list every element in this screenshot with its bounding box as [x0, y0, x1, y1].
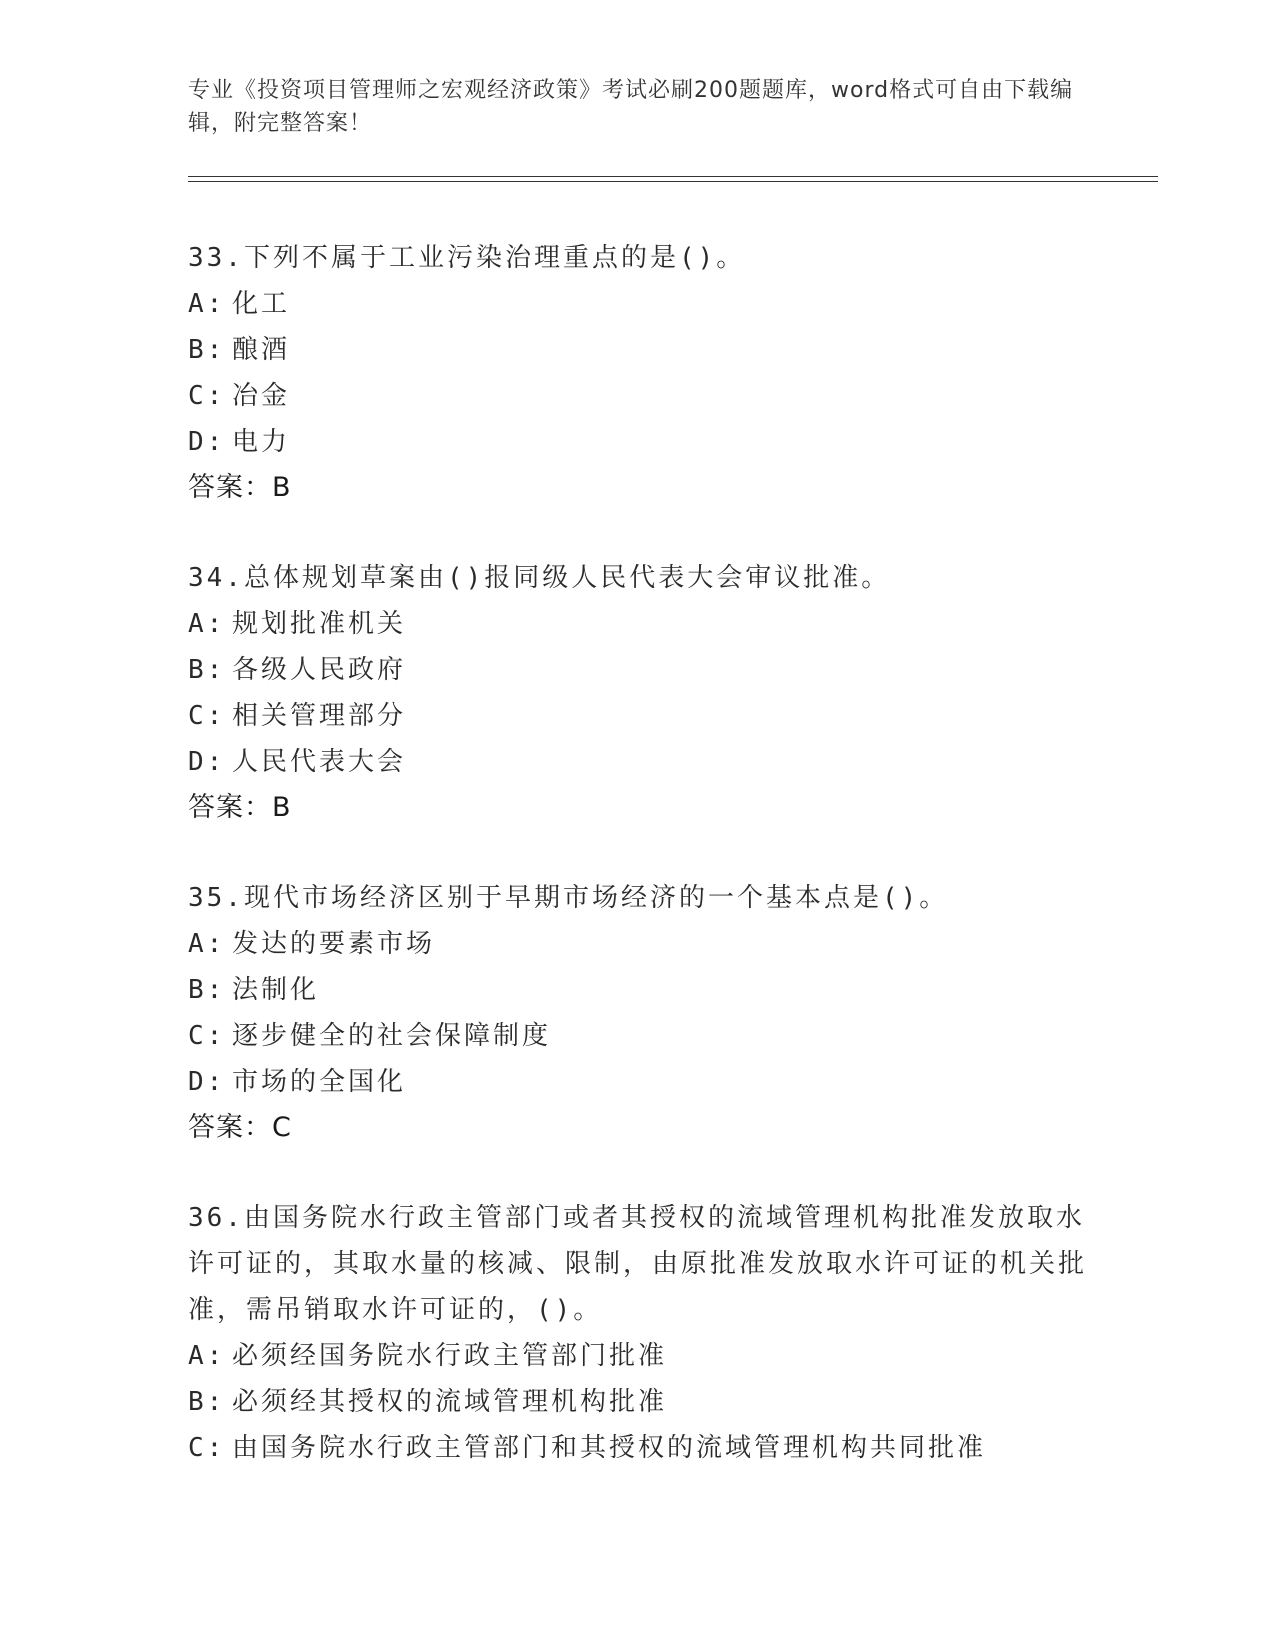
option-key: B:: [188, 335, 226, 365]
option-c: [188, 373, 1088, 419]
answer-line: 答案：C: [188, 1112, 292, 1143]
option-c: [188, 693, 1088, 739]
option-text: 逐步健全的社会保障制度: [232, 1021, 552, 1051]
header-divider-bottom: [188, 181, 1158, 182]
question-stem: 35.现代市场经济区别于早期市场经济的一个基本点是()。: [188, 883, 949, 913]
option-d: [188, 1059, 1088, 1105]
option-key: B:: [188, 975, 226, 1005]
option-c: [188, 1013, 1088, 1059]
option-b: [188, 967, 1088, 1013]
option-key: D:: [188, 1067, 226, 1097]
option-text: 法制化: [232, 975, 320, 1005]
option-text: 酿酒: [232, 335, 291, 365]
option-key: A:: [188, 929, 226, 959]
option-d: [188, 419, 1088, 465]
option-b: [188, 1379, 1088, 1425]
option-text: 必须经国务院水行政主管部门批准: [232, 1341, 668, 1371]
question-34: [188, 555, 1088, 831]
option-text: 相关管理部分: [232, 701, 407, 731]
option-key: B:: [188, 1387, 226, 1417]
option-b: [188, 327, 1088, 373]
option-text: 发达的要素市场: [232, 929, 436, 959]
option-c: [188, 1425, 1088, 1471]
option-key: D:: [188, 427, 226, 457]
question-35: [188, 875, 1088, 1151]
option-key: C:: [188, 1433, 226, 1463]
answer-line: 答案：B: [188, 472, 292, 503]
option-key: A:: [188, 1341, 226, 1371]
option-a: [188, 601, 1088, 647]
header-divider-top: [188, 176, 1158, 177]
option-key: A:: [188, 289, 226, 319]
question-stem: 33.下列不属于工业污染治理重点的是()。: [188, 243, 746, 273]
option-text: 人民代表大会: [232, 747, 407, 777]
option-d: [188, 739, 1088, 785]
option-text: 由国务院水行政主管部门和其授权的流域管理机构共同批准: [232, 1433, 987, 1463]
answer-line: 答案：B: [188, 792, 292, 823]
option-text: 规划批准机关: [232, 609, 407, 639]
option-text: 市场的全国化: [232, 1067, 407, 1097]
option-b: [188, 647, 1088, 693]
question-stem: 36.由国务院水行政主管部门或者其授权的流域管理机构批准发放取水许可证的，其取水量的核减、限制，由原批准发放取水许可证的机关批准，需吊销取水许可证的，()。: [188, 1203, 1088, 1325]
option-a: [188, 921, 1088, 967]
option-a: [188, 281, 1088, 327]
option-key: C:: [188, 1021, 226, 1051]
option-key: B:: [188, 655, 226, 685]
option-key: D:: [188, 747, 226, 777]
question-36: [188, 1195, 1088, 1471]
question-33: [188, 235, 1088, 511]
option-key: A:: [188, 609, 226, 639]
document-header: 专业《投资项目管理师之宏观经济政策》考试必刷200题题库，word格式可自由下载编辑，附完整答案！: [188, 78, 1074, 136]
option-text: 各级人民政府: [232, 655, 407, 685]
option-text: 化工: [232, 289, 291, 319]
option-key: C:: [188, 381, 226, 411]
option-text: 冶金: [232, 381, 291, 411]
option-a: [188, 1333, 1088, 1379]
option-key: C:: [188, 701, 226, 731]
option-text: 电力: [232, 427, 291, 457]
option-text: 必须经其授权的流域管理机构批准: [232, 1387, 668, 1417]
question-stem: 34.总体规划草案由()报同级人民代表大会审议批准。: [188, 563, 891, 593]
